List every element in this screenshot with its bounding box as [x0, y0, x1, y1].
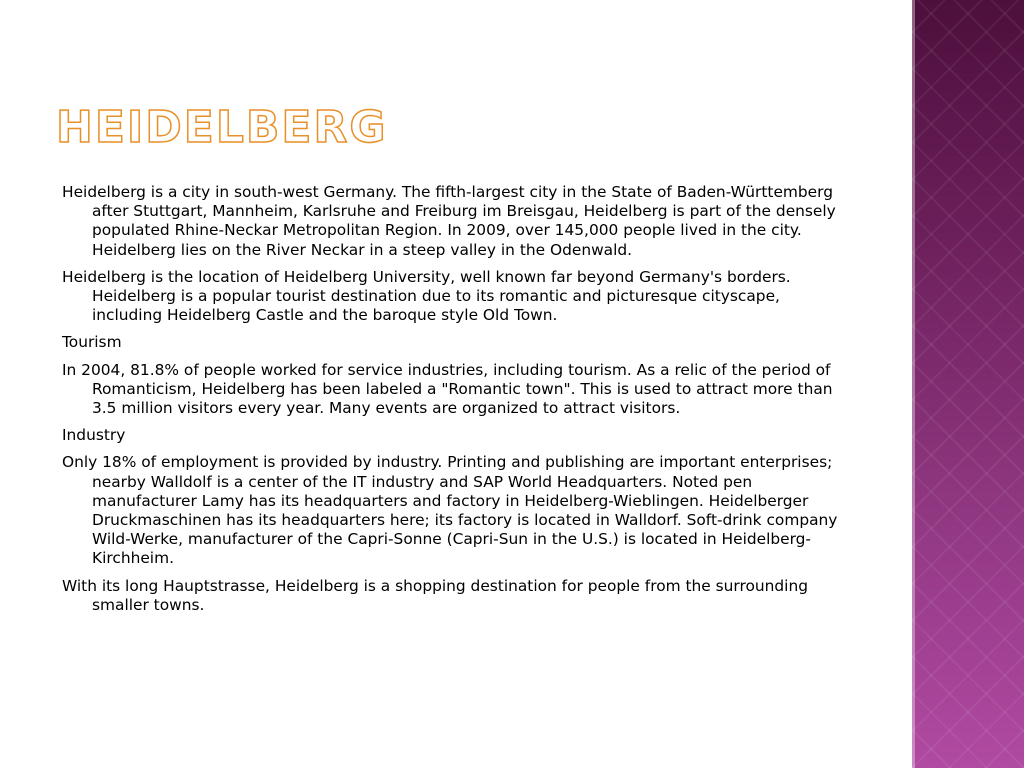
diamond-pattern: [912, 0, 1024, 768]
decorative-side-band: [912, 0, 1024, 768]
slide-body: [62, 183, 852, 623]
paragraph-shopping: With its long Hauptstrasse, Heidelberg is a shopping destination for people from the surrounding smaller towns.: [62, 576, 808, 614]
heading-industry: Industry: [62, 426, 126, 445]
paragraph-industry: Only 18% of employment is provided by industry. Printing and publishing are important enterprises; nearby Walldolf is a center of the IT industry and SAP World Headquarters. Noted pen manufacturer Lamy has its headquarters and factory in Heidelberg-Wieblingen. Heidelberger Druckmaschinen has its headquarters here; its factory is located in Walldorf. Soft-drink company Wild-Werke, manufacturer of the Capri-Sonne (Capri-Sun in the U.S.) is located in Heidelberg-Kirchheim.: [62, 453, 838, 568]
side-band-edge: [912, 0, 915, 768]
heading-tourism: Tourism: [62, 333, 122, 352]
slide-title: HEIDELBERG: [56, 102, 388, 153]
paragraph-intro: Heidelberg is a city in south-west Germany. The fifth-largest city in the State of Baden-Württemberg after Stuttgart, Mannheim, Karlsruhe and Freiburg im Breisgau, Heidelberg is part of the densely populated Rhine-Neckar Metropolitan Region. In 2009, over 145,000 people lived in the city. Heidelberg lies on the River Neckar in a steep valley in the Odenwald.: [62, 183, 836, 259]
paragraph-tourism: In 2004, 81.8% of people worked for service industries, including tourism. As a relic of the period of Romanticism, Heidelberg has been labeled a "Romantic town". This is used to attract more than 3.5 million visitors every year. Many events are organized to attract visitors.: [62, 360, 833, 418]
paragraph-university: Heidelberg is the location of Heidelberg University, well known far beyond Germany's borders. Heidelberg is a popular tourist destination due to its romantic and picturesque cityscape, including Heidelberg Castle and the baroque style Old Town.: [62, 267, 791, 325]
